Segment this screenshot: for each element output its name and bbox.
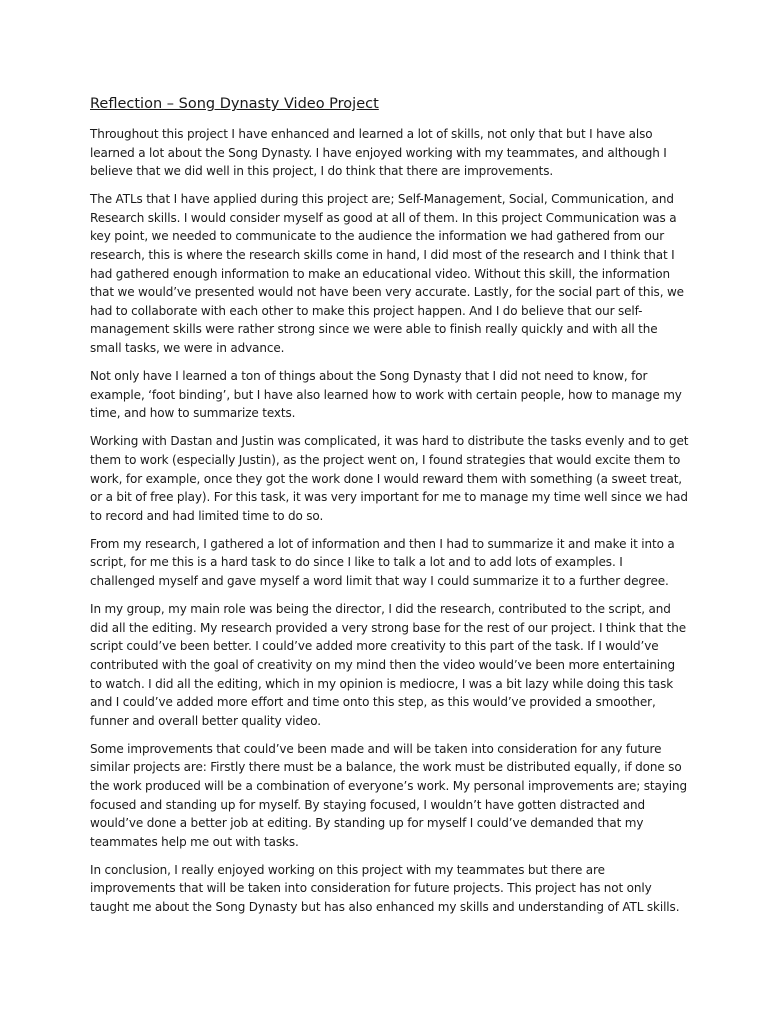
paragraph-teamwork: Working with Dastan and Justin was complicated, it was hard to distribute the tasks evenly and to get them to work (especially Justin), as the project went on, I found strategies that would excite them to work, for example, once they got the work done I would reward them with something (a sweet treat, or a bit of free play). For this task, it was very important for me to manage my time well since we had to record and had limited time to do so.: [90, 434, 689, 523]
document-body: [90, 95, 690, 926]
paragraph-research: From my research, I gathered a lot of information and then I had to summarize it and make it into a script, for me this is a hard task to do since I like to talk a lot and to add lots of examples. I challenged myself and gave myself a word limit that way I could summarize it to a further degree.: [90, 536, 675, 589]
paragraph-conclusion: In conclusion, I really enjoyed working on this project with my teammates but there are improvements that will be taken into consideration for future projects. This project has not only taught me about the Song Dynasty but has also enhanced my skills and understanding of ATL skills.: [90, 862, 680, 915]
document-title: Reflection – Song Dynasty Video Project: [90, 96, 379, 112]
paragraph-role: In my group, my main role was being the director, I did the research, contributed to the script, and did all the editing. My research provided a very strong base for the rest of our project. I think that the script could’ve been better. I could’ve added more creativity to this part of the task. If I would’ve contributed with the goal of creativity on my mind then the video would’ve been more entertaining to watch. I did all the editing, which in my opinion is mediocre, I was a bit lazy while doing this task and I could’ve added more effort and time onto this step, as this would’ve provided a smoother, funner and overall better quality video.: [90, 602, 687, 728]
paragraph-intro: Throughout this project I have enhanced and learned a lot of skills, not only that but I have also learned a lot about the Song Dynasty. I have enjoyed working with my teammates, and although I believe that we did well in this project, I do think that there are improvements.: [90, 127, 667, 179]
paragraph-atls: The ATLs that I have applied during this project are; Self-Management, Social, Communication, and Research skills. I would consider myself as good at all of them. In this project Communication was a key point, we needed to communicate to the audience the information we had gathered from our research, this is where the research skills come in hand, I did most of the research and I think that I had gathered enough information to make an educational video. Without this skill, the information that we would’ve presented would not have been very accurate. Lastly, for the social part of this, we had to collaborate with each other to make this project happen. And I do believe that our self-management skills were rather strong since we were able to finish really quickly and with all the small tasks, we were in advance.: [90, 192, 684, 356]
paragraph-improvements: Some improvements that could’ve been made and will be taken into consideration for any future similar projects are: Firstly there must be a balance, the work must be distributed equally, if done so the work produced will be a combination of everyone’s work. My personal improvements are; staying focused and standing up for myself. By staying focused, I wouldn’t have gotten distracted and would’ve done a better job at editing. By standing up for myself I could’ve demanded that my teammates help me out with tasks.: [90, 741, 687, 849]
paragraph-learning: Not only have I learned a ton of things about the Song Dynasty that I did not need to know, for example, ‘foot binding’, but I have also learned how to work with certain people, how to manage my time, and how to summarize texts.: [90, 369, 682, 421]
